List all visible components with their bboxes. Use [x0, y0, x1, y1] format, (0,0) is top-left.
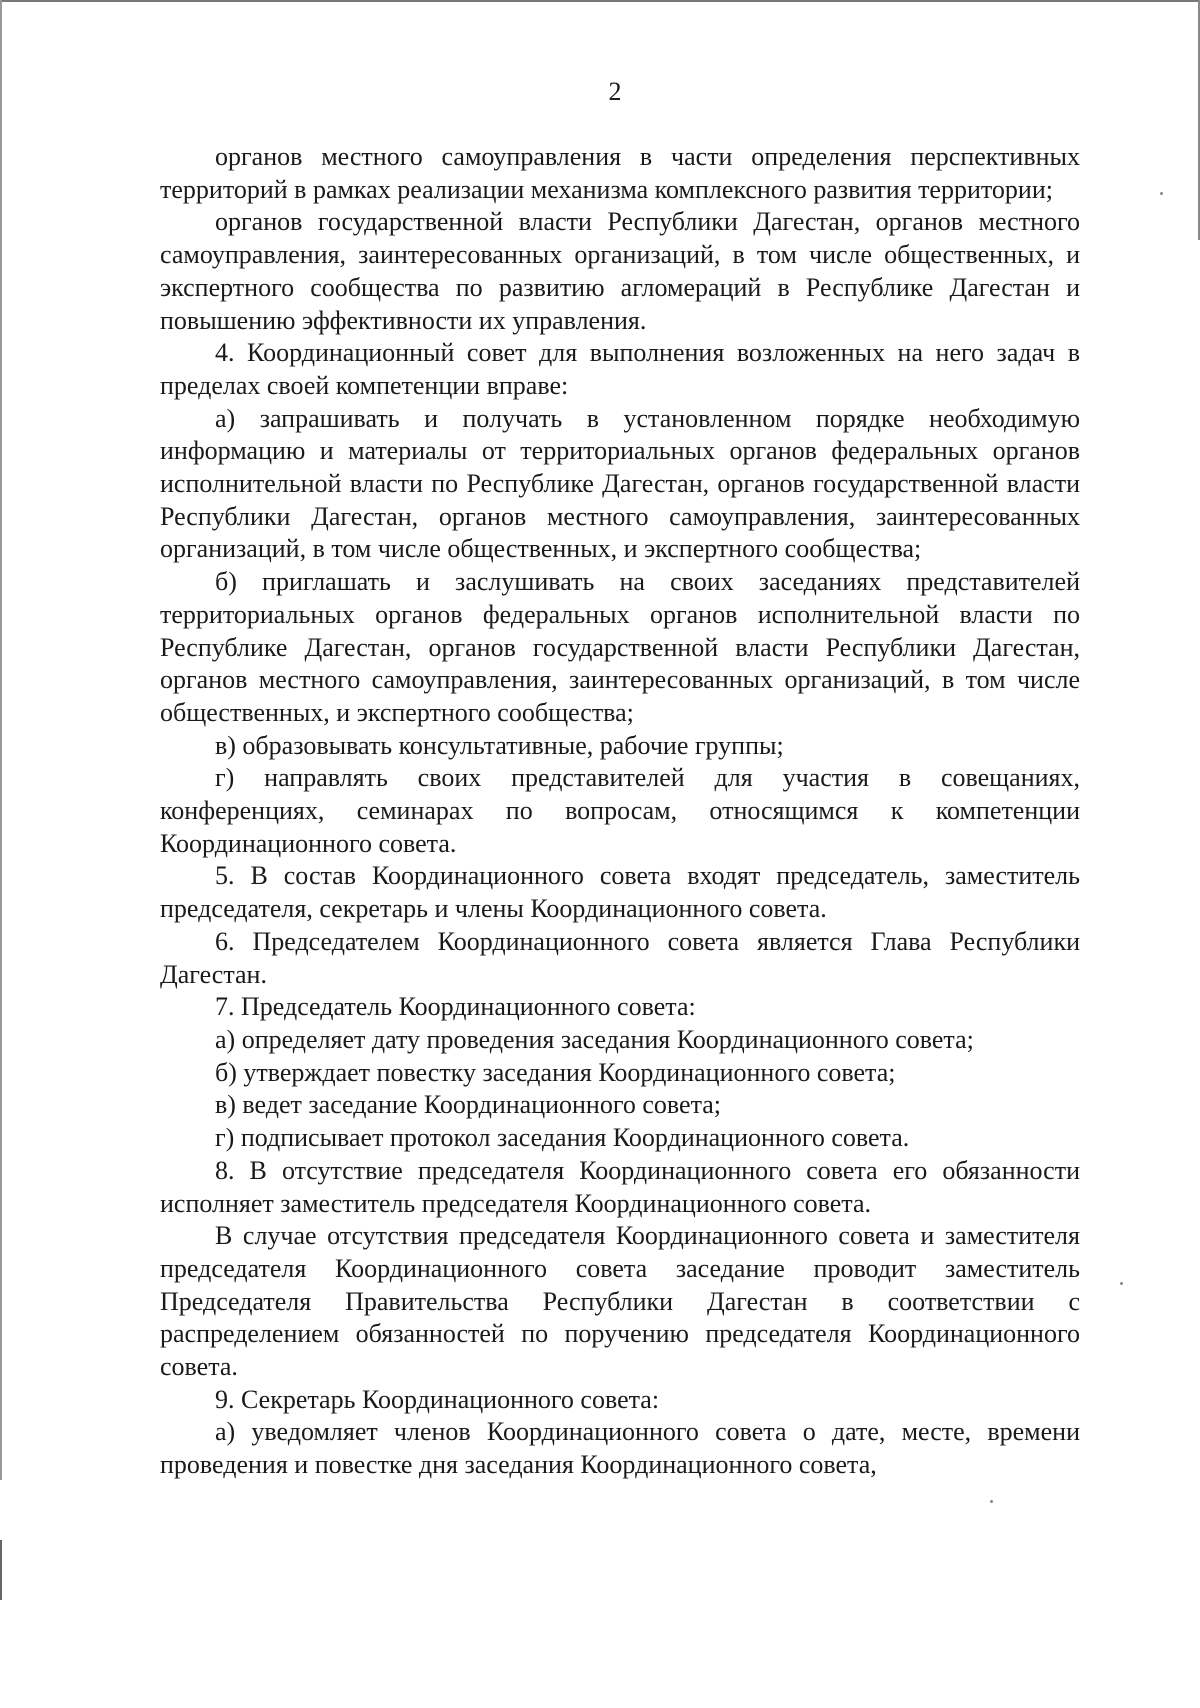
- scan-mark-left: [0, 1540, 2, 1600]
- paragraph: 8. В отсутствие председателя Координационного совета его обязанности исполняет заместитель председателя Координационного совета.: [160, 1155, 1080, 1218]
- paragraph: г) подписывает протокол заседания Координационного совета.: [215, 1123, 910, 1153]
- paragraph: 7. Председатель Координационного совета:: [215, 992, 696, 1022]
- paragraph: органов государственной власти Республики Дагестан, органов местного самоуправления, заинтересованных организаций, в том числе общественных, и экспертного сообщества по развитию агломераций в Республике Дагестан и повышению эффективности их управления.: [160, 207, 1080, 335]
- document-body: [160, 141, 1080, 1482]
- paragraph: в) ведет заседание Координационного совета;: [215, 1090, 722, 1120]
- paragraph: 5. В состав Координационного совета входят председатель, заместитель председателя, секретарь и члены Координационного совета.: [160, 861, 1080, 924]
- paragraph: 9. Секретарь Координационного совета:: [215, 1384, 660, 1414]
- paragraph: б) приглашать и заслушивать на своих заседаниях представителей территориальных органов федеральных органов исполнительной власти по Республике Дагестан, органов государственной власти Республики Дагестан, органов местного самоуправления, заинтересованных организаций, в том числе общественных, и экспертного сообщества;: [160, 567, 1080, 727]
- paragraph: б) утверждает повестку заседания Координационного совета;: [215, 1057, 896, 1087]
- paragraph: а) определяет дату проведения заседания Координационного совета;: [215, 1024, 974, 1054]
- scan-speck: [1120, 1282, 1123, 1285]
- paragraph: органов местного самоуправления в части определения перспективных территорий в рамках реализации механизма комплексного развития территории;: [160, 142, 1080, 204]
- scan-edge-top: [0, 0, 1200, 2]
- scan-speck: [1160, 192, 1163, 195]
- paragraph: а) запрашивать и получать в установленном порядке необходимую информацию и материалы от территориальных органов федеральных органов исполнительной власти по Республике Дагестан, органов государственной власти Республики Дагестан, органов местного самоуправления, заинтересованных организаций, в том числе общественных, и экспертного сообщества;: [160, 403, 1080, 564]
- scan-speck: [990, 1500, 993, 1503]
- paragraph: в) образовывать консультативные, рабочие группы;: [215, 730, 784, 760]
- paragraph: 6. Председателем Координационного совета является Глава Республики Дагестан.: [160, 926, 1080, 989]
- paragraph: 4. Координационный совет для выполнения возложенных на него задач в пределах своей компетенции вправе:: [160, 338, 1080, 400]
- paragraph: В случае отсутствия председателя Координационного совета и заместителя председателя Координационного совета заседание проводит заместитель Председателя Правительства Республики Дагестан в соответствии с распределением обязанностей по поручению председателя Координационного совета.: [160, 1221, 1080, 1382]
- paragraph: а) уведомляет членов Координационного совета о дате, месте, времени проведения и повестке дня заседания Координационного совета,: [160, 1417, 1080, 1480]
- paragraph: г) направлять своих представителей для участия в совещаниях, конференциях, семинарах по вопросам, относящимся к компетенции Координационного совета.: [160, 763, 1080, 858]
- page-number: 2: [608, 77, 622, 106]
- scan-edge-left: [0, 0, 2, 1480]
